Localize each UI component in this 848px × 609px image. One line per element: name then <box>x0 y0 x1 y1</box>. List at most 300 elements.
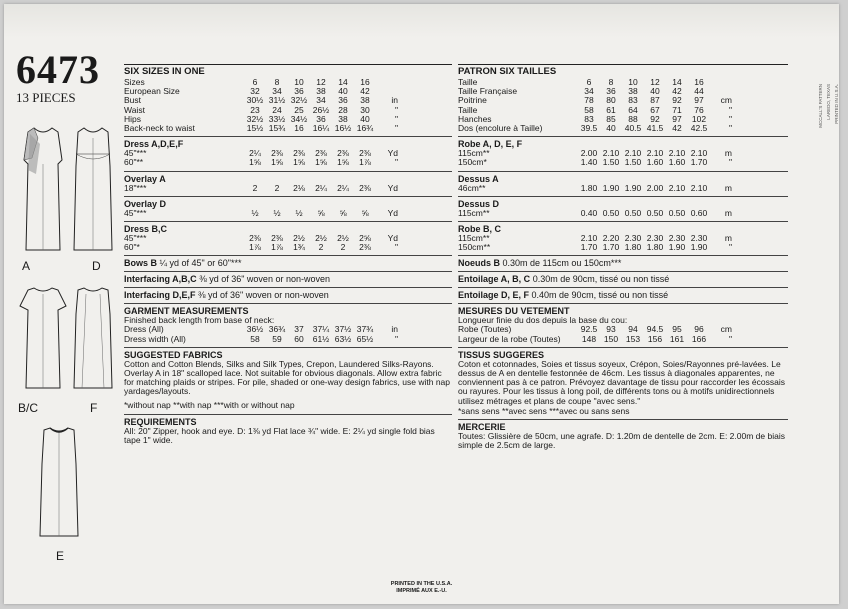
cell-value: 42 <box>672 86 682 97</box>
cell-value: 2 <box>252 182 258 193</box>
cell-value: 37¼ <box>312 324 330 335</box>
unit-label: cm <box>720 95 732 106</box>
cell-value: 1.70 <box>690 157 708 168</box>
row-label: Taille <box>458 105 478 115</box>
cell-value: 36 <box>294 86 304 97</box>
entoilage-def-text: 0.40m de 90cm, tissé ou non tissé <box>531 290 669 301</box>
cell-value: 156 <box>647 333 663 344</box>
interfacing-def-line <box>124 287 452 300</box>
row-label: 46cm** <box>458 183 486 193</box>
cell-value: 92 <box>650 113 660 124</box>
footer-line2: IMPRIMÉ AUX E.-U. <box>396 588 447 594</box>
cell-value: 85 <box>606 113 616 124</box>
cell-value: 15¾ <box>268 122 286 133</box>
nap-note: *without nap **with nap ***with or without nap <box>124 399 295 410</box>
row-label: 45"*** <box>124 149 147 159</box>
suggested-fabrics-text: Cotton and Cotton Blends, Silks and Silk Types, Crepon, Laundered Silks-Rayons. Overlay A in 18" scalloped lace. Not suitable for obvious diagonals. Allow extra fabric for matching plaids or stripes. For pile, shaded or one-way design fabrics, use with nap yardages/layouts. <box>124 358 450 397</box>
sketch-view-f <box>68 284 118 392</box>
cell-value: 16 <box>360 77 370 87</box>
cell-value: 8 <box>608 77 614 87</box>
table-row <box>458 234 788 243</box>
unit-label: m <box>724 148 732 159</box>
cell-value: 42.5 <box>690 122 708 133</box>
view-label-bc: B/C <box>18 401 39 415</box>
cell-value: 38 <box>360 95 370 106</box>
cell-value: 2⅜ <box>271 232 283 243</box>
cell-value: 0.50 <box>624 207 642 218</box>
table-row <box>458 158 788 167</box>
interfacing-abc-text: ⅜ yd of 36" woven or non-woven <box>199 274 330 285</box>
robe-bc-metrage <box>458 234 788 252</box>
cell-value: 12 <box>650 77 660 87</box>
row-label: 115cm** <box>458 149 490 159</box>
table-row <box>124 106 452 115</box>
cell-value: 1.80 <box>580 182 598 193</box>
table-row <box>458 106 788 115</box>
cell-value: 1⅞ <box>249 242 261 253</box>
cell-value: 1⅞ <box>271 242 283 253</box>
table-row <box>458 325 788 334</box>
side-imprint-line2: LAREDO, TEXAS <box>826 84 831 120</box>
cell-value: 2¼ <box>315 182 327 193</box>
english-column <box>124 64 452 445</box>
cell-value: 2¼ <box>337 182 349 193</box>
cell-value: 150 <box>603 333 619 344</box>
pattern-envelope-back <box>4 4 839 604</box>
footer-line1: PRINTED IN THE U.S.A. <box>390 581 453 587</box>
cell-value: 65½ <box>356 333 374 344</box>
suggested-fabrics-title: SUGGESTED FABRICS <box>124 347 452 360</box>
unit-label: m <box>724 182 732 193</box>
cell-value: 0.50 <box>668 207 686 218</box>
cell-value: 2⅜ <box>249 232 261 243</box>
unit-label: " <box>394 333 398 344</box>
requirements-text: All: 20" Zipper, hook and eye. D: 1⅜ yd Flat lace ¾" wide. E: 2¼ yd single fold bias tape 1" wide. <box>124 425 435 446</box>
cell-value: 8 <box>274 77 280 87</box>
unit-label <box>710 78 732 87</box>
unit-label: " <box>728 333 732 344</box>
cell-value: 1⅝ <box>249 157 261 168</box>
cell-value: 60 <box>294 333 304 344</box>
unit-label: " <box>394 242 398 253</box>
cell-value: 23 <box>250 104 260 115</box>
sketch-view-a <box>18 124 68 254</box>
cell-value: 40 <box>338 86 348 97</box>
cell-value: 2.30 <box>690 232 708 243</box>
cell-value: 2⅝ <box>359 232 371 243</box>
cell-value: 14 <box>338 77 348 87</box>
table-row <box>124 243 452 252</box>
cell-value: 94.5 <box>646 324 664 335</box>
noeuds-line <box>458 255 788 268</box>
cell-value: 2⅜ <box>359 148 371 159</box>
cell-value: 0.50 <box>646 207 664 218</box>
table-row <box>124 87 452 96</box>
table-row <box>458 335 788 344</box>
cell-value: 2.20 <box>602 232 620 243</box>
unit-label: cm <box>720 324 732 335</box>
cell-value: 58 <box>584 104 594 115</box>
garment-measurements-subtitle: Finished back length from base of neck: <box>124 315 275 326</box>
cell-value: 36 <box>316 113 326 124</box>
cell-value: 1⅝ <box>337 157 349 168</box>
cell-value: 1⅝ <box>293 157 305 168</box>
overlay-a-yardage <box>124 184 452 193</box>
row-label: European Size <box>124 87 180 97</box>
cell-value: 10 <box>294 77 304 87</box>
cell-value: 36¾ <box>268 324 286 335</box>
table-row <box>458 124 788 133</box>
cell-value: 2 <box>340 242 346 253</box>
cell-value: 102 <box>691 113 707 124</box>
cell-value: 95 <box>672 324 682 335</box>
tissus-text: Coton et cotonnades, Soies et tissus soyeux, Crépon, Soies/Rayonnes pré-lavées. Le dessus de A en dentelle festonnée de 46cm. Les tissus à diagonales apparentes, ne conviennent pas à ce patron. Prévoyez davantage de tissu pour raccorder les écossais ou rayures. Pour les tissus à long poil, de différents tons ou à motifs unidirectionnels utilisez métrages et plans de coupe "avec sens." <box>458 358 785 406</box>
cell-value: 6 <box>586 77 592 87</box>
overlay-d-title: Overlay D <box>124 196 452 209</box>
cell-value: 36 <box>338 95 348 106</box>
cell-value: 63½ <box>334 333 352 344</box>
table-row <box>458 149 788 158</box>
table-row <box>124 325 452 334</box>
table-row <box>124 96 452 105</box>
unit-label: " <box>728 242 732 253</box>
row-label: Dos (encolure à Taille) <box>458 123 543 133</box>
row-label: Bust <box>124 96 142 106</box>
cell-value: 2.10 <box>690 148 708 159</box>
side-imprint <box>816 84 846 324</box>
cell-value: 1⅞ <box>359 157 371 168</box>
cell-value: 40 <box>360 113 370 124</box>
cell-value: 2.10 <box>646 148 664 159</box>
row-label: 150cm** <box>458 243 491 253</box>
cell-value: 36 <box>606 86 616 97</box>
cell-value: 1.90 <box>690 242 708 253</box>
cell-value: 1.60 <box>668 157 686 168</box>
sens-note: *sans sens **avec sens ***avec ou sans sens <box>458 405 630 416</box>
unit-label: Yd <box>387 232 398 243</box>
garment-measurements-title: GARMENT MEASUREMENTS <box>124 303 452 316</box>
table-row <box>124 209 452 218</box>
cell-value: 32½ <box>290 95 308 106</box>
cell-value: 2⅛ <box>293 182 305 193</box>
cell-value: 38 <box>338 113 348 124</box>
cell-value: 39.5 <box>580 122 598 133</box>
french-column <box>458 64 788 450</box>
cell-value: 16¾ <box>356 122 374 133</box>
cell-value: 37¾ <box>356 324 374 335</box>
cell-value: 25 <box>294 104 304 115</box>
dessus-d-metrage <box>458 209 788 218</box>
cell-value: 83 <box>628 95 638 106</box>
cell-value: 2¼ <box>249 148 261 159</box>
cell-value: 41.5 <box>646 122 664 133</box>
cell-value: 42 <box>672 122 682 133</box>
cell-value: 71 <box>672 104 682 115</box>
cell-value: 67 <box>650 104 660 115</box>
row-label: 45"*** <box>124 233 147 243</box>
cell-value: 1¾ <box>293 242 305 253</box>
entoilage-abc-line <box>458 271 788 284</box>
cell-value: 88 <box>628 113 638 124</box>
table-row <box>124 158 452 167</box>
cell-value: 2.00 <box>580 148 598 159</box>
unit-label: m <box>724 207 732 218</box>
unit-label: in <box>391 95 398 106</box>
row-label: 115cm** <box>458 208 490 218</box>
cell-value: 153 <box>625 333 641 344</box>
cell-value: 16 <box>694 77 704 87</box>
cell-value: 1.50 <box>602 157 620 168</box>
dessus-d-title: Dessus D <box>458 196 788 209</box>
cell-value: 2½ <box>315 232 327 243</box>
table-row <box>124 115 452 124</box>
cell-value: 58 <box>250 333 260 344</box>
cell-value: 0.40 <box>580 207 598 218</box>
cell-value: 2⅜ <box>315 148 327 159</box>
cell-value: 1⅝ <box>315 157 327 168</box>
unit-label: " <box>728 113 732 124</box>
table-row <box>458 209 788 218</box>
cell-value: 61 <box>606 104 616 115</box>
cell-value: 34½ <box>290 113 308 124</box>
side-imprint-line3: PRINTED IN U.S.A. <box>834 84 839 124</box>
cell-value: 40 <box>650 86 660 97</box>
unit-label: " <box>728 122 732 133</box>
cell-value: 30 <box>360 104 370 115</box>
cell-value: 2.10 <box>668 182 686 193</box>
interfacing-abc-line <box>124 271 452 284</box>
cell-value: ⅝ <box>339 207 347 218</box>
unit-label <box>376 78 398 87</box>
bows-line <box>124 255 452 268</box>
cell-value: 148 <box>581 333 597 344</box>
cell-value: 94 <box>628 324 638 335</box>
row-label: 60"* <box>124 243 140 253</box>
table-row <box>124 124 452 133</box>
cell-value: 1.90 <box>624 182 642 193</box>
row-label: Largeur de la robe (Toutes) <box>458 334 561 344</box>
taille-table <box>458 78 788 133</box>
cell-value: 38 <box>316 86 326 97</box>
cell-value: 16¼ <box>312 122 330 133</box>
row-label: Dress width (All) <box>124 334 186 344</box>
cell-value: 33½ <box>268 113 286 124</box>
robe-adef-title: Robe A, D, E, F <box>458 136 788 149</box>
cell-value: 161 <box>669 333 685 344</box>
english-header: SIX SIZES IN ONE <box>124 64 452 78</box>
cell-value: 1.70 <box>580 242 598 253</box>
unit-label: " <box>394 157 398 168</box>
mercerie-title: MERCERIE <box>458 419 788 432</box>
cell-value: 28 <box>338 104 348 115</box>
cell-value: 37 <box>294 324 304 335</box>
entoilage-abc-title: Entoilage A, B, C <box>458 274 531 285</box>
interfacing-abc-title: Interfacing A,B,C <box>124 274 197 285</box>
cell-value: ⅝ <box>361 207 369 218</box>
cell-value: 24 <box>272 104 282 115</box>
robe-bc-title: Robe B, C <box>458 221 788 234</box>
cell-value: 87 <box>650 95 660 106</box>
cell-value: 2⅜ <box>293 148 305 159</box>
cell-value: 1.90 <box>668 242 686 253</box>
table-row <box>124 149 452 158</box>
french-header: PATRON SIX TAILLES <box>458 64 788 78</box>
cell-value: 1.80 <box>646 242 664 253</box>
row-label: 18"*** <box>124 183 147 193</box>
sketch-view-d <box>68 124 118 254</box>
bows-text: ¼ yd of 45" or 60"*** <box>159 258 242 269</box>
mesures-title: MESURES DU VETEMENT <box>458 303 788 316</box>
cell-value: 32½ <box>246 113 264 124</box>
cell-value: 15½ <box>246 122 264 133</box>
cell-value: 34 <box>272 86 282 97</box>
cell-value: 26½ <box>312 104 330 115</box>
cell-value: 1⅝ <box>271 157 283 168</box>
row-label: Robe (Toutes) <box>458 325 512 335</box>
cell-value: 34 <box>316 95 326 106</box>
view-label-f: F <box>90 401 98 415</box>
cell-value: 1.70 <box>602 242 620 253</box>
table-row <box>458 115 788 124</box>
cell-value: 31½ <box>268 95 286 106</box>
cell-value: 14 <box>672 77 682 87</box>
cell-value: 92.5 <box>580 324 598 335</box>
row-label: 150cm* <box>458 158 487 168</box>
row-label: 115cm** <box>458 233 490 243</box>
noeuds-text: 0.30m de 115cm ou 150cm*** <box>502 258 622 269</box>
cell-value: 166 <box>691 333 707 344</box>
table-row <box>458 87 788 96</box>
cell-value: 97 <box>694 95 704 106</box>
cell-value: 30½ <box>246 95 264 106</box>
cell-value: 2½ <box>293 232 305 243</box>
interfacing-def-text: ⅜ yd of 36" woven or non-woven <box>198 290 329 301</box>
unit-label: in <box>391 324 398 335</box>
view-label-a: A <box>22 259 31 273</box>
row-label: Sizes <box>124 78 145 87</box>
cell-value: 42 <box>360 86 370 97</box>
pattern-number: 6473 <box>16 47 100 92</box>
table-row <box>124 78 452 87</box>
cell-value: 61½ <box>312 333 330 344</box>
sketch-view-bc <box>18 284 68 392</box>
row-label: Taille Française <box>458 87 518 97</box>
row-label: Dress (All) <box>124 325 164 335</box>
cell-value: 2.30 <box>624 232 642 243</box>
unit-label: " <box>728 104 732 115</box>
robe-adef-metrage <box>458 149 788 167</box>
bows-title: Bows B <box>124 258 158 269</box>
cell-value: 2.10 <box>668 148 686 159</box>
cell-value: ⅝ <box>317 207 325 218</box>
overlay-a-title: Overlay A <box>124 171 452 184</box>
cell-value: 2 <box>274 182 280 193</box>
table-row <box>458 78 788 87</box>
dress-adef-title: Dress A,D,E,F <box>124 136 452 149</box>
cell-value: 2⅜ <box>359 242 371 253</box>
row-label: Hanches <box>458 114 492 124</box>
mesures-table <box>458 325 788 343</box>
size-table <box>124 78 452 133</box>
envelope-flap <box>4 4 839 38</box>
cell-value: 12 <box>316 77 326 87</box>
unit-label: " <box>728 157 732 168</box>
cell-value: 16 <box>294 122 304 133</box>
cell-value: 2½ <box>337 232 349 243</box>
cell-value: 34 <box>584 86 594 97</box>
garment-measurements-table <box>124 325 452 343</box>
pieces-count: 13 PIECES <box>16 90 76 105</box>
cell-value: 2.30 <box>668 232 686 243</box>
requirements-title: REQUIREMENTS <box>124 414 452 427</box>
dress-bc-yardage <box>124 234 452 252</box>
tissus-title: TISSUS SUGGERES <box>458 347 788 360</box>
cell-value: 96 <box>694 324 704 335</box>
cell-value: 2.00 <box>646 182 664 193</box>
unit-label: Yd <box>387 182 398 193</box>
cell-value: 6 <box>252 77 258 87</box>
mesures-subtitle: Longueur finie du dos depuis la base du cou: <box>458 315 628 326</box>
cell-value: 40.5 <box>624 122 642 133</box>
cell-value: 97 <box>672 113 682 124</box>
cell-value: 2.10 <box>602 148 620 159</box>
row-label: 45"*** <box>124 208 147 218</box>
mercerie-text: Toutes: Glissière de 50cm, une agrafe. D: 1.20m de dentelle de 2cm. E: 2.00m de biais simple de 2.5cm de large. <box>458 431 785 451</box>
unit-label: m <box>724 232 732 243</box>
row-label: Poitrine <box>458 96 487 106</box>
cell-value: 40 <box>606 122 616 133</box>
cell-value: 1.50 <box>624 157 642 168</box>
cell-value: 32 <box>250 86 260 97</box>
cell-value: 1.40 <box>580 157 598 168</box>
cell-value: 80 <box>606 95 616 106</box>
cell-value: 64 <box>628 104 638 115</box>
cell-value: ½ <box>251 207 259 218</box>
cell-value: 0.60 <box>690 207 708 218</box>
cell-value: 2.10 <box>690 182 708 193</box>
row-label: Waist <box>124 105 145 115</box>
cell-value: 2.10 <box>624 148 642 159</box>
entoilage-def-line <box>458 287 788 300</box>
row-label: Back-neck to waist <box>124 123 195 133</box>
table-row <box>458 243 788 252</box>
unit-label: " <box>394 104 398 115</box>
cell-value: 2 <box>318 242 324 253</box>
footer <box>4 581 839 595</box>
cell-value: 83 <box>584 113 594 124</box>
side-imprint-line1: MCCALL'S PATTERN <box>818 84 823 128</box>
entoilage-def-title: Entoilage D, E, F <box>458 290 530 301</box>
cell-value: 2⅜ <box>337 148 349 159</box>
table-row <box>124 335 452 344</box>
noeuds-title: Noeuds B <box>458 258 501 269</box>
cell-value: 1.80 <box>624 242 642 253</box>
unit-label: " <box>394 113 398 124</box>
row-label: Hips <box>124 114 142 124</box>
cell-value: 78 <box>584 95 594 106</box>
cell-value: 93 <box>606 324 616 335</box>
unit-label: " <box>394 122 398 133</box>
entoilage-abc-text: 0.30m de 90cm, tissé ou non tissé <box>532 274 670 285</box>
table-row <box>124 184 452 193</box>
cell-value: 59 <box>272 333 282 344</box>
table-row <box>458 96 788 105</box>
cell-value: 76 <box>694 104 704 115</box>
cell-value: 16½ <box>334 122 352 133</box>
table-row <box>458 184 788 193</box>
cell-value: 44 <box>694 86 704 97</box>
interfacing-def-title: Interfacing D,E,F <box>124 290 196 301</box>
